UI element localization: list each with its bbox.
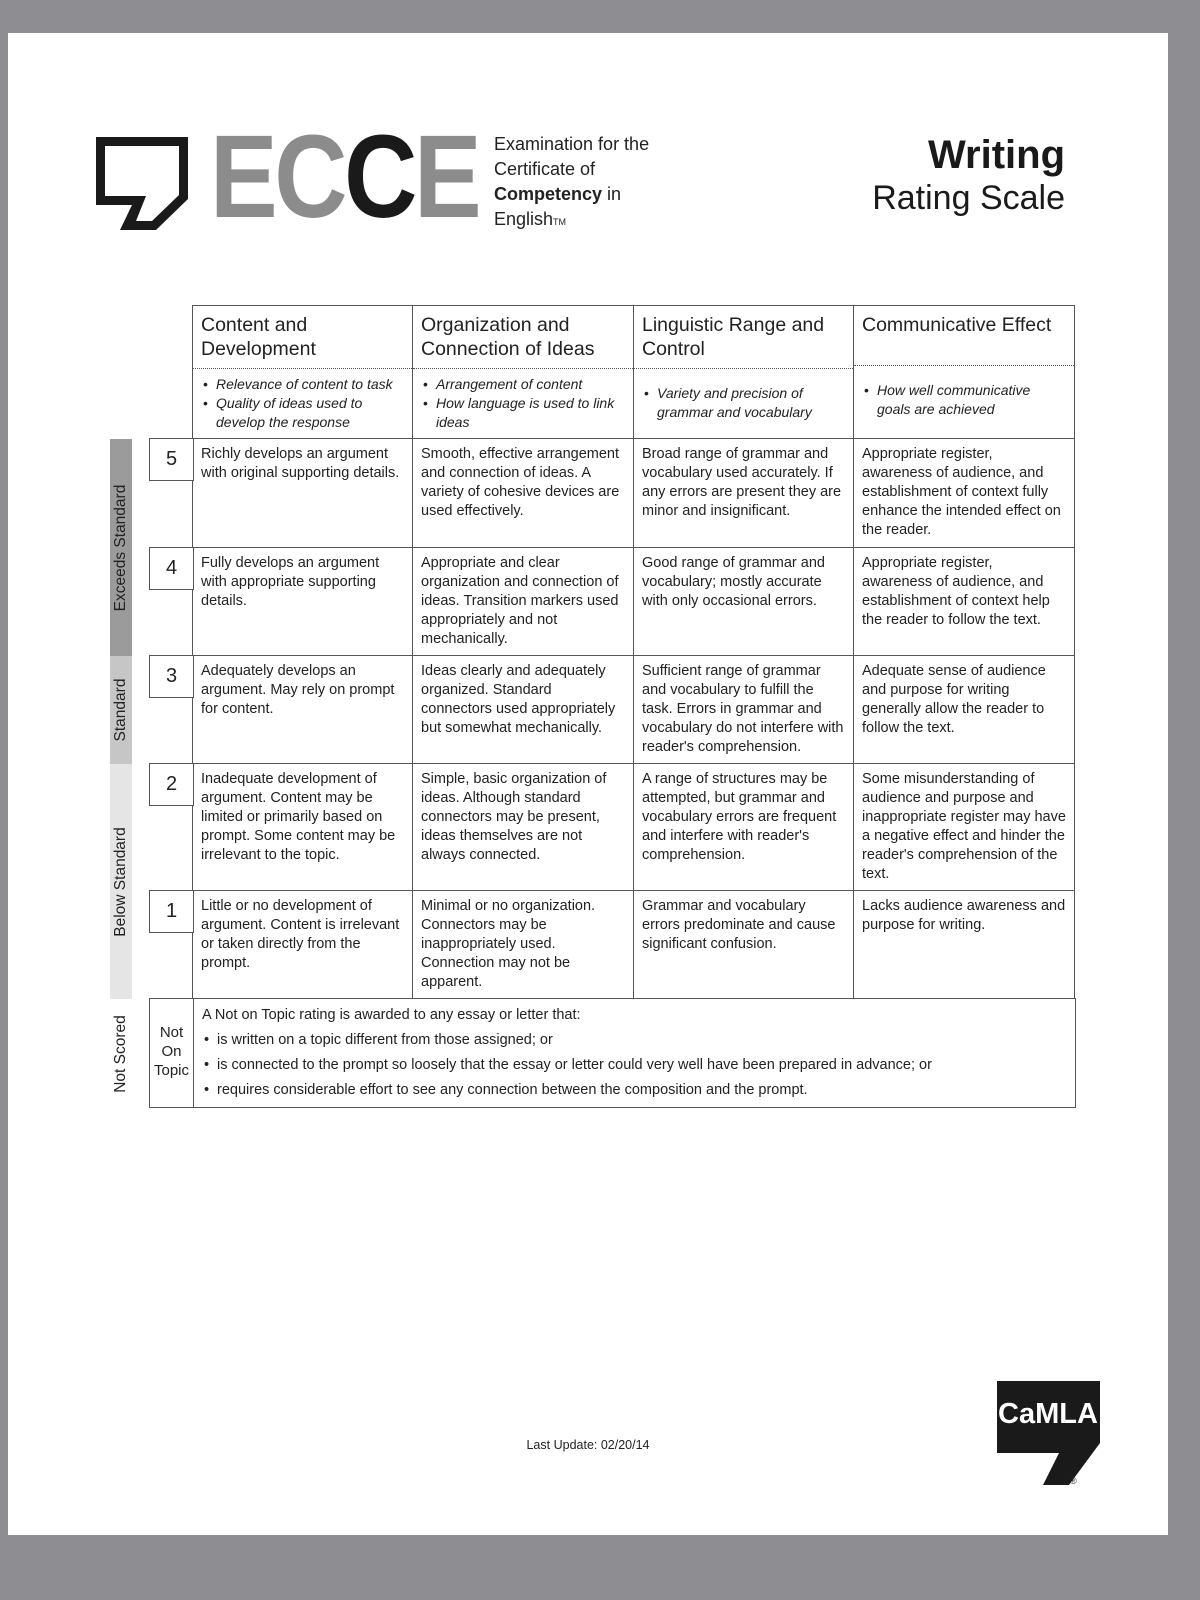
column-title: Communicative Effect [854,306,1074,366]
band-label: Below Standard [112,826,129,937]
band-label: Not Scored [112,1014,129,1093]
score-box: 1 [149,890,194,933]
column-title: Organization and Connection of Ideas [413,306,633,369]
label-line: On [161,1043,182,1060]
descriptor-cell: Adequately develops an argument. May rely on prompt for content. [192,655,413,764]
column-header [853,305,1075,439]
svg-text:®: ® [1070,1476,1077,1486]
band-label: Standard [112,678,129,742]
descriptor-cell: Grammar and vocabulary errors predominate and cause significant confusion. [633,890,854,999]
ecce-logo-mark-icon [96,137,190,231]
descriptor-cell: Richly develops an argument with original supporting details. [192,438,413,548]
descriptor-cell: Adequate sense of audience and purpose for writing generally allow the reader to follow the text. [853,655,1075,764]
exam-line: English [494,209,554,229]
not-on-topic-item: • is connected to the prompt so loosely that the essay or letter could very well have been prepared in advance; or [202,1053,1067,1078]
descriptor-cell: Broad range of grammar and vocabulary used accurately. If any errors are present they are minor and insignificant. [633,438,854,548]
criterion: • Arrangement of content [421,375,625,394]
rating-scale-table [149,306,1076,1108]
score-box: 4 [149,547,194,590]
band-label: Exceeds Standard [112,484,129,611]
descriptor-cell: Minimal or no organization. Connectors may be inappropriately used. Connection may not be apparent. [412,890,634,999]
descriptor-cell: Lacks audience awareness and purpose for writing. [853,890,1075,999]
header-row [149,306,1076,439]
column-header [192,305,413,439]
not-on-topic-intro: A Not on Topic rating is awarded to any essay or letter that: [202,1007,581,1023]
column-title: Content and Development [193,306,412,369]
label-line: Not [159,1024,184,1041]
not-on-topic-item: • requires considerable effort to see any connection between the composition and the prompt. [202,1078,1067,1103]
exam-line: Examination for the [494,134,650,154]
camla-logo [997,1381,1101,1487]
title-sub: Rating Scale [872,179,1065,217]
score-row [149,439,1076,548]
descriptor-cell: Smooth, effective arrangement and connection of ideas. A variety of cohesive devices are used effectively. [412,438,634,548]
column-criteria [634,369,853,428]
criterion: • Variety and precision of grammar and vocabulary [642,384,845,422]
score-box: 5 [149,438,194,481]
not-on-topic-label [149,998,194,1108]
exam-full-name [494,132,649,235]
exam-line-bold: Competency [494,184,603,204]
score-box: 2 [149,763,194,806]
document-title [872,132,1065,218]
trademark: TM [553,217,567,227]
descriptor-cell: Ideas clearly and adequately organized. Standard connectors used appropriately but somewhat mechanically. [412,655,634,764]
not-on-topic-item: • is written on a topic different from those assigned; or [202,1028,1067,1053]
descriptor-cell: Fully develops an argument with appropriate supporting details. [192,547,413,656]
criterion: • How language is used to link ideas [421,394,625,432]
column-title: Linguistic Range and Control [634,306,853,369]
descriptor-cell: Appropriate and clear organization and connection of ideas. Transition markers used appropriately and not mechanically. [412,547,634,656]
exam-line: Certificate of [494,159,596,179]
column-criteria [854,366,1074,425]
svg-text:CaMLA: CaMLA [998,1398,1098,1430]
score-box: 3 [149,655,194,698]
score-row [149,764,1076,891]
score-row [149,891,1076,999]
criterion: • Quality of ideas used to develop the response [201,394,404,432]
column-criteria [193,369,412,438]
criterion: • How well communicative goals are achieved [862,381,1066,419]
column-header [633,305,854,439]
descriptor-cell: Good range of grammar and vocabulary; mostly accurate with only occasional errors. [633,547,854,656]
descriptor-cell: Little or no development of argument. Content is irrelevant or taken directly from the prompt. [192,890,413,999]
descriptor-cell: A range of structures may be attempted, but grammar and vocabulary errors are frequent and interfere with reader's comprehension. [633,763,854,891]
exam-line: in [607,184,622,204]
descriptor-cell: Inadequate development of argument. Content may be limited or primarily based on prompt. Some content may be irrelevant to the topic. [192,763,413,891]
label-line: Topic [153,1062,190,1079]
criterion: • Relevance of content to task [201,375,404,394]
descriptor-cell: Sufficient range of grammar and vocabulary to fulfill the task. Errors in grammar and vocabulary do not interfere with reader's comprehension. [633,655,854,764]
title-bold: Writing [927,133,1065,177]
descriptor-cell: Appropriate register, awareness of audience, and establishment of context fully enhance the intended effect on the reader. [853,438,1075,548]
descriptor-cell: Appropriate register, awareness of audience, and establishment of context help the reader to follow the text. [853,547,1075,656]
ecce-logo: ECCE [210,111,479,243]
last-update: Last Update: 02/20/14 [526,1438,650,1452]
column-criteria [413,369,633,438]
column-header [412,305,634,439]
descriptor-cell: Some misunderstanding of audience and purpose and inappropriate register may have a negative effect and hinder the reader's comprehension of the text. [853,763,1075,891]
not-on-topic-row [149,999,1076,1108]
score-row [149,656,1076,764]
descriptor-cell: Simple, basic organization of ideas. Although standard connectors may be present, ideas themselves are not always connected. [412,763,634,891]
score-row [149,548,1076,656]
not-on-topic-description [193,998,1076,1108]
